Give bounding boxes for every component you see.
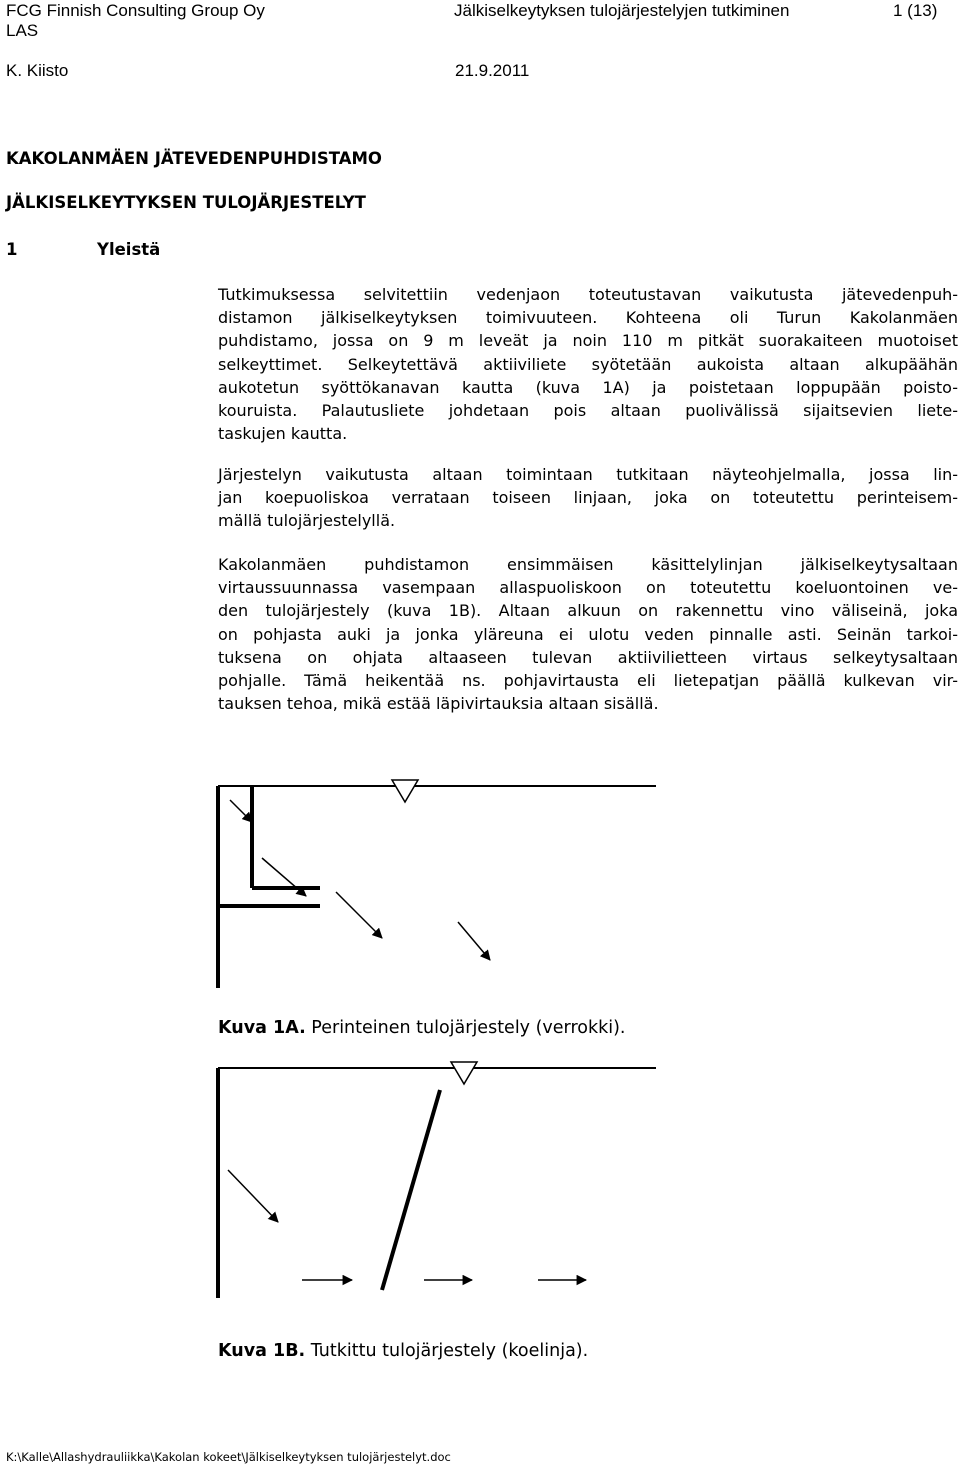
document-subtitle: JÄLKISELKEYTYKSEN TULOJÄRJESTELYT xyxy=(6,193,366,212)
water-level-icon xyxy=(392,780,418,802)
paragraph-3 xyxy=(218,553,958,715)
text-line: Kakolanmäen puhdistamon ensimmäisen käsittelylinjan jälkiselkeytysaltaan xyxy=(218,555,958,574)
water-level-icon xyxy=(451,1062,477,1084)
text-line: mällä tulojärjestelyllä. xyxy=(218,511,396,531)
paragraph-2 xyxy=(218,463,958,533)
text-line: den tulojärjestely (kuva 1B). Altaan alkuun on rakennettu vino väliseinä, joka xyxy=(218,601,958,621)
header-unit: LAS xyxy=(6,21,39,40)
figure-1b-caption xyxy=(218,1341,588,1361)
text-line: aukotetun syöttökanavan kautta (kuva 1A) ja poistetaan loppupään poisto- xyxy=(218,377,958,397)
section-number: 1 xyxy=(6,240,18,259)
text-line: tauksen tehoa, mikä estää läpivirtauksia altaan sisällä. xyxy=(218,694,659,714)
flow-arrow xyxy=(262,858,306,896)
figure-1b-label: Kuva 1B. xyxy=(218,1341,306,1361)
document-title: KAKOLANMÄEN JÄTEVEDENPUHDISTAMO xyxy=(6,149,382,168)
text-line: virtaussuunnassa vasempaan allaspuoliskoon on toteutettu koeluontoinen ve- xyxy=(218,578,958,598)
section-heading: Yleistä xyxy=(97,240,161,259)
text-line: kouruista. Palautusliete johdetaan pois altaan puolivälissä sijaitsevien liete- xyxy=(218,401,958,421)
inclined-baffle-wall xyxy=(382,1090,440,1290)
header-date: 21.9.2011 xyxy=(455,61,530,80)
header-author: K. Kiisto xyxy=(6,61,69,80)
header-page-number: 1 (13) xyxy=(893,1,938,20)
text-line: on pohjasta auki ja jonka yläreuna ei ulotu veden pinnalle asti. Seinän tarkoi- xyxy=(218,624,958,644)
text-line: distamon jälkiselkeytyksen toimivuuteen. Kohteena oli Turun Kakolanmäen xyxy=(218,308,958,328)
flow-arrow xyxy=(458,922,490,960)
figure-1b-drawing xyxy=(218,1062,656,1298)
text-line: jan koepuoliskoa verrataan toiseen linjaan, joka on toteutettu perinteisem- xyxy=(218,488,958,508)
flow-arrow xyxy=(336,892,382,938)
text-line: pohjalle. Tämä heikentää ns. pohjavirtausta eli lietepatjan päällä kulkevan vir- xyxy=(218,671,958,691)
figure-1a-drawing xyxy=(218,780,656,988)
figure-1a-text: Perinteinen tulojärjestely (verrokki). xyxy=(311,1018,626,1038)
text-line: Tutkimuksessa selvitettiin vedenjaon toteutustavan vaikutusta jätevedenpuh- xyxy=(218,285,958,304)
figure-1a-label: Kuva 1A. xyxy=(218,1018,306,1038)
text-line: taskujen kautta. xyxy=(218,424,348,444)
flow-arrow xyxy=(230,800,252,822)
text-line: puhdistamo, jossa on 9 m leveät ja noin 110 m pitkät suorakaiteen muotoiset xyxy=(218,331,958,351)
paragraph-1 xyxy=(218,283,958,445)
figure-1b-text: Tutkittu tulojärjestely (koelinja). xyxy=(310,1341,589,1361)
text-line: selkeyttimet. Selkeytettävä aktiiviliete syötetään aukoista altaan alkupäähän xyxy=(218,354,958,374)
flow-arrow xyxy=(228,1170,278,1222)
footer-file-path: K:\Kalle\Allashydrauliikka\Kakolan kokeet\Jälkiselkeytyksen tulojärjestelyt.doc xyxy=(6,1450,451,1464)
figure-1a-caption xyxy=(218,1018,625,1038)
header-company: FCG Finnish Consulting Group Oy xyxy=(6,1,265,20)
header-doc-title: Jälkiselkeytyksen tulojärjestelyjen tutkiminen xyxy=(454,1,790,20)
text-line: tuksena on ohjata altaaseen tulevan aktiivilietteen virtaus selkeytysaltaan xyxy=(218,647,958,667)
text-line: Järjestelyn vaikutusta altaan toimintaan tutkitaan näyteohjelmalla, jossa lin- xyxy=(218,465,958,484)
